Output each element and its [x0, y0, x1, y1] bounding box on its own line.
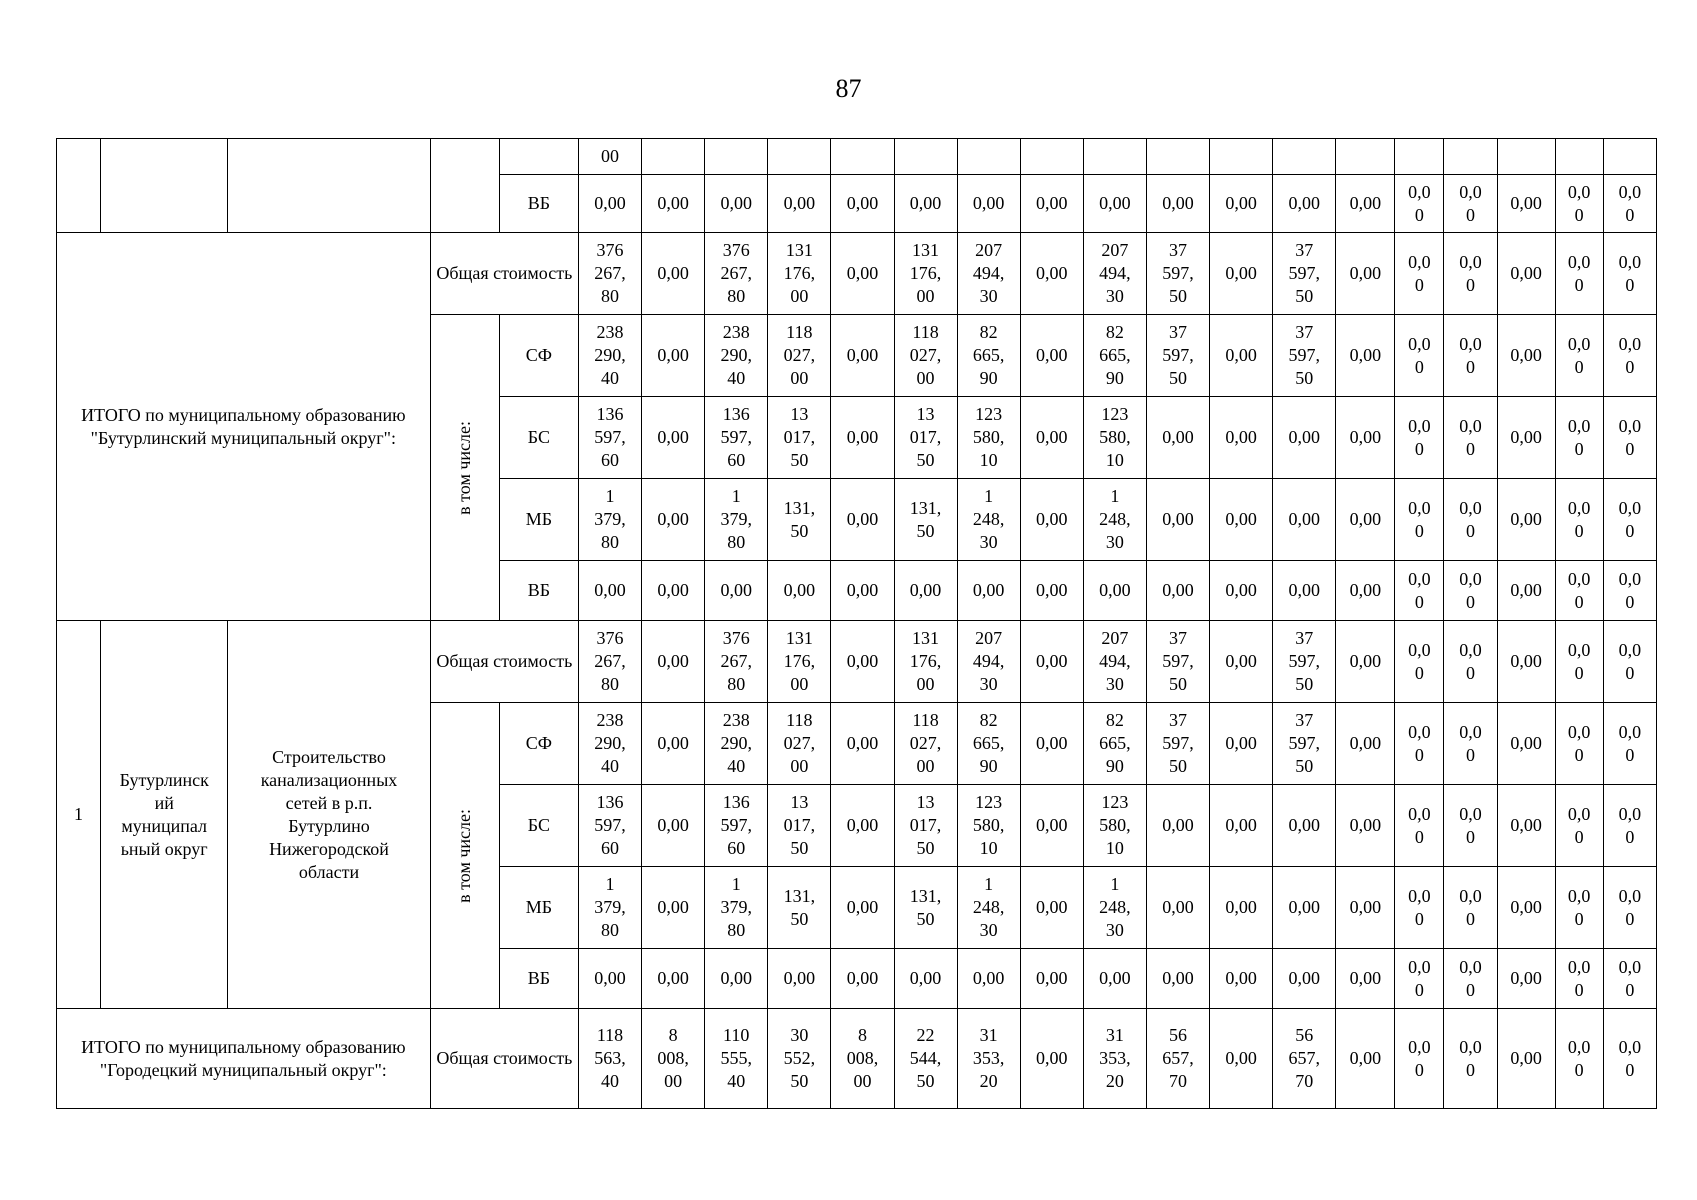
value-cell: 0,00	[1020, 703, 1083, 785]
value-cell: 0,00	[1497, 175, 1555, 233]
value-cell: 0,00	[1497, 479, 1555, 561]
value-cell: 0,00	[957, 175, 1020, 233]
value-cell: 0,00	[1273, 785, 1336, 867]
value-cell: 0,0 0	[1603, 175, 1656, 233]
project-municipality: Бутурлинск ий муниципал ьный округ	[101, 621, 228, 1009]
value-cell: 0,0 0	[1603, 785, 1656, 867]
source-label: СФ	[499, 703, 578, 785]
value-cell: 37 597, 50	[1273, 621, 1336, 703]
value-cell: 0,00	[642, 233, 705, 315]
value-cell: 123 580, 10	[1083, 397, 1146, 479]
value-cell: 0,00	[1497, 621, 1555, 703]
value-cell: 0,0 0	[1395, 479, 1444, 561]
value-cell: 207 494, 30	[1083, 621, 1146, 703]
value-cell: 118 027, 00	[894, 315, 957, 397]
num-cell	[57, 139, 101, 233]
value-cell: 0,0 0	[1395, 1009, 1444, 1109]
value-cell: 0,00	[1497, 561, 1555, 621]
value-cell: 136 597, 60	[578, 785, 641, 867]
value-cell: 0,0 0	[1395, 561, 1444, 621]
value-cell: 131 176, 00	[894, 621, 957, 703]
value-cell: 0,00	[1273, 479, 1336, 561]
value-cell: 376 267, 80	[705, 621, 768, 703]
value-cell: 37 597, 50	[1146, 233, 1209, 315]
incl-label: в том числе:	[430, 315, 499, 621]
value-cell: 0,00	[1083, 949, 1146, 1009]
value-cell: 0,00	[642, 315, 705, 397]
value-cell: 0,0 0	[1395, 397, 1444, 479]
value-cell: 0,00	[642, 175, 705, 233]
value-cell: 0,0 0	[1395, 233, 1444, 315]
value-cell: 0,00	[578, 561, 641, 621]
value-cell: 0,0 0	[1444, 175, 1497, 233]
value-cell: 0,0 0	[1555, 621, 1603, 703]
value-cell: 56 657, 70	[1146, 1009, 1209, 1109]
value-cell: 0,0 0	[1395, 867, 1444, 949]
value-cell: 1 248, 30	[957, 479, 1020, 561]
value-cell: 0,00	[1210, 561, 1273, 621]
value-cell: 118 563, 40	[578, 1009, 641, 1109]
value-cell: 0,00	[831, 703, 894, 785]
value-cell: 0,0 0	[1444, 785, 1497, 867]
value-cell: 118 027, 00	[768, 315, 831, 397]
source-label: ВБ	[499, 561, 578, 621]
value-cell: 0,00	[768, 175, 831, 233]
source-label: МБ	[499, 867, 578, 949]
value-cell: 0,0 0	[1395, 621, 1444, 703]
table-body	[57, 139, 1657, 1109]
value-cell: 0,0 0	[1555, 703, 1603, 785]
value-cell: 0,00	[1083, 561, 1146, 621]
value-cell: 123 580, 10	[957, 785, 1020, 867]
value-cell: 0,00	[1146, 949, 1209, 1009]
value-cell: 207 494, 30	[957, 233, 1020, 315]
value-cell: 1 248, 30	[1083, 479, 1146, 561]
value-cell: 0,00	[1210, 867, 1273, 949]
value-cell: 1 379, 80	[578, 479, 641, 561]
incl-label: в том числе:	[430, 703, 499, 1009]
value-cell: 0,0 0	[1444, 621, 1497, 703]
value-cell: 0,00	[831, 233, 894, 315]
value-cell: 0,0 0	[1603, 703, 1656, 785]
value-cell: 37 597, 50	[1146, 315, 1209, 397]
value-cell: 0,00	[642, 397, 705, 479]
value-cell: 0,00	[1020, 867, 1083, 949]
value-cell: 0,0 0	[1603, 397, 1656, 479]
value-cell: 0,00	[642, 621, 705, 703]
table-row	[57, 1009, 1657, 1109]
value-cell: 1 379, 80	[705, 479, 768, 561]
source-label: ВБ	[499, 949, 578, 1009]
value-cell: 0,0 0	[1555, 175, 1603, 233]
table-row	[57, 621, 1657, 703]
project-name: Строительство канализационных сетей в р.п. Бутурлино Нижегородской области	[228, 621, 430, 1009]
value-cell: 0,0 0	[1603, 1009, 1656, 1109]
value-cell: 0,00	[1210, 621, 1273, 703]
value-cell: 0,00	[1273, 561, 1336, 621]
value-cell: 37 597, 50	[1273, 315, 1336, 397]
value-cell: 0,00	[1210, 397, 1273, 479]
value-cell: 0,00	[1020, 1009, 1083, 1109]
value-cell: 0,0 0	[1395, 949, 1444, 1009]
value-cell: 0,00	[1497, 703, 1555, 785]
value-cell: 131, 50	[894, 867, 957, 949]
value-cell: 0,0 0	[1603, 621, 1656, 703]
value-cell: 238 290, 40	[578, 315, 641, 397]
value-cell: 0,0 0	[1603, 479, 1656, 561]
value-cell: 0,00	[1020, 479, 1083, 561]
value-cell: 0,0 0	[1444, 479, 1497, 561]
value-cell: 136 597, 60	[705, 785, 768, 867]
value-cell: 0,0 0	[1555, 233, 1603, 315]
value-cell: 0,00	[1497, 397, 1555, 479]
value-cell: 131, 50	[768, 867, 831, 949]
value-cell: 0,00	[1336, 315, 1395, 397]
value-cell: 0,00	[831, 561, 894, 621]
value-cell: 0,00	[642, 703, 705, 785]
value-cell: 0,00	[1146, 397, 1209, 479]
value-cell: 131, 50	[768, 479, 831, 561]
value-cell: 131 176, 00	[768, 621, 831, 703]
value-cell: 0,00	[831, 315, 894, 397]
value-cell: 0,00	[1497, 949, 1555, 1009]
value-cell: 0,00	[1336, 561, 1395, 621]
value-cell: 0,00	[1210, 949, 1273, 1009]
value-cell: 82 665, 90	[957, 703, 1020, 785]
total-label: Общая стоимость	[430, 621, 578, 703]
value-cell: 0,00	[1020, 175, 1083, 233]
value-cell: 0,0 0	[1444, 397, 1497, 479]
value-cell: 0,0 0	[1444, 703, 1497, 785]
value-cell: 118 027, 00	[768, 703, 831, 785]
value-cell: 0,0 0	[1555, 397, 1603, 479]
value-cell: 110 555, 40	[705, 1009, 768, 1109]
total-label: Общая стоимость	[430, 1009, 578, 1109]
value-cell: 0,00	[1336, 785, 1395, 867]
value-cell: 376 267, 80	[705, 233, 768, 315]
table-row	[57, 233, 1657, 315]
value-cell: 37 597, 50	[1146, 703, 1209, 785]
value-cell: 0,00	[831, 785, 894, 867]
value-cell: 131 176, 00	[894, 233, 957, 315]
value-cell: 0,00	[957, 561, 1020, 621]
source-label: ВБ	[499, 175, 578, 233]
value-cell: 123 580, 10	[957, 397, 1020, 479]
value-cell: 0,0 0	[1395, 315, 1444, 397]
value-cell: 131 176, 00	[768, 233, 831, 315]
value-cell: 0,0 0	[1603, 867, 1656, 949]
value-cell: 0,0 0	[1444, 949, 1497, 1009]
value-cell: 0,00	[1273, 175, 1336, 233]
value-cell: 207 494, 30	[1083, 233, 1146, 315]
value-cell: 0,0 0	[1395, 785, 1444, 867]
value-cell: 376 267, 80	[578, 233, 641, 315]
value-cell: 0,00	[894, 949, 957, 1009]
value-cell: 0,0 0	[1444, 867, 1497, 949]
value-cell: 0,00	[894, 175, 957, 233]
source-label: МБ	[499, 479, 578, 561]
value-cell: 0,0 0	[1444, 233, 1497, 315]
value-cell: 0,00	[1210, 1009, 1273, 1109]
value-cell: 37 597, 50	[1146, 621, 1209, 703]
value-cell: 0,00	[1497, 867, 1555, 949]
value-cell: 30 552, 50	[768, 1009, 831, 1109]
value-cell: 136 597, 60	[705, 397, 768, 479]
value-cell: 0,00	[1020, 397, 1083, 479]
value-cell: 82 665, 90	[1083, 703, 1146, 785]
source-label: СФ	[499, 315, 578, 397]
value-cell: 0,0 0	[1555, 785, 1603, 867]
value-cell: 13 017, 50	[894, 397, 957, 479]
value-cell: 0,00	[1336, 949, 1395, 1009]
budget-table	[56, 138, 1657, 1109]
value-cell: 82 665, 90	[1083, 315, 1146, 397]
value-cell: 0,00	[1336, 621, 1395, 703]
value-cell: 0,00	[1336, 397, 1395, 479]
project-number: 1	[57, 621, 101, 1009]
value-cell: 0,00	[1020, 561, 1083, 621]
value-cell: 0,00	[768, 561, 831, 621]
value-cell: 131, 50	[894, 479, 957, 561]
value-cell: 0,00	[1273, 867, 1336, 949]
total-title-gorodets: ИТОГО по муниципальному образованию "Городецкий муниципальный округ":	[57, 1009, 431, 1109]
value-cell: 0,00	[578, 175, 641, 233]
source-label: БС	[499, 397, 578, 479]
value-cell: 207 494, 30	[957, 621, 1020, 703]
value-cell: 0,0 0	[1395, 175, 1444, 233]
value-cell: 0,00	[1497, 785, 1555, 867]
value-cell: 0,0 0	[1444, 315, 1497, 397]
value-cell: 0,0 0	[1603, 315, 1656, 397]
value-cell: 0,00	[831, 397, 894, 479]
value-cell: 1 379, 80	[578, 867, 641, 949]
value-cell: 13 017, 50	[768, 397, 831, 479]
value-cell: 13 017, 50	[894, 785, 957, 867]
value-cell: 0,0 0	[1555, 561, 1603, 621]
value-cell: 238 290, 40	[705, 315, 768, 397]
value-cell: 0,00	[1336, 703, 1395, 785]
value-cell: 0,00	[768, 949, 831, 1009]
value-cell: 0,00	[831, 949, 894, 1009]
value-cell: 0,0 0	[1555, 867, 1603, 949]
value-cell: 0,0 0	[1555, 1009, 1603, 1109]
value-cell: 0,0 0	[1555, 315, 1603, 397]
value-cell: 0,00	[1146, 561, 1209, 621]
value-cell: 0,00	[705, 561, 768, 621]
value-cell: 0,00	[1146, 479, 1209, 561]
value-cell: 238 290, 40	[705, 703, 768, 785]
value-cell: 0,0 0	[1555, 479, 1603, 561]
value-cell: 0,0 0	[1444, 1009, 1497, 1109]
value-cell: 0,00	[1020, 949, 1083, 1009]
value-cell: 0,00	[1210, 703, 1273, 785]
value-cell: 0,00	[1020, 233, 1083, 315]
value-cell: 0,00	[705, 949, 768, 1009]
value-cell: 0,0 0	[1603, 233, 1656, 315]
value-cell: 56 657, 70	[1273, 1009, 1336, 1109]
value-cell: 0,00	[1336, 1009, 1395, 1109]
value-cell: 0,0 0	[1603, 949, 1656, 1009]
value-cell: 0,00	[1336, 233, 1395, 315]
value-cell: 0,00	[1273, 949, 1336, 1009]
page-number: 87	[835, 74, 862, 103]
value-cell: 0,00	[1273, 397, 1336, 479]
value-cell: 0,00	[1020, 785, 1083, 867]
value-cell: 0,00	[642, 479, 705, 561]
value-cell: 31 353, 20	[957, 1009, 1020, 1109]
value-cell: 0,00	[642, 785, 705, 867]
value-cell: 0,0 0	[1603, 561, 1656, 621]
value-cell: 0,00	[642, 561, 705, 621]
value-cell: 1 248, 30	[957, 867, 1020, 949]
value-cell: 31 353, 20	[1083, 1009, 1146, 1109]
total-label: Общая стоимость	[430, 233, 578, 315]
value-cell: 0,00	[831, 479, 894, 561]
value-cell: 37 597, 50	[1273, 233, 1336, 315]
value-cell: 376 267, 80	[578, 621, 641, 703]
value-cell: 82 665, 90	[957, 315, 1020, 397]
value-cell: 136 597, 60	[578, 397, 641, 479]
value-cell: 123 580, 10	[1083, 785, 1146, 867]
type-cell	[430, 139, 499, 233]
value-cell: 0,00	[894, 561, 957, 621]
value-cell: 0,00	[831, 175, 894, 233]
value-cell: 22 544, 50	[894, 1009, 957, 1109]
value-cell: 0,00	[1146, 175, 1209, 233]
value-cell: 0,0 0	[1395, 703, 1444, 785]
value-cell: 0,00	[1210, 479, 1273, 561]
value-cell: 0,0 0	[1555, 949, 1603, 1009]
value-cell: 0,00	[1210, 175, 1273, 233]
value-cell: 0,00	[1020, 621, 1083, 703]
value-cell: 0,00	[1146, 867, 1209, 949]
source-label: БС	[499, 785, 578, 867]
value-cell: 0,00	[831, 621, 894, 703]
municipality-cell	[101, 139, 228, 233]
value-cell: 0,00	[1020, 315, 1083, 397]
value-cell: 238 290, 40	[578, 703, 641, 785]
value-cell: 0,00	[1497, 233, 1555, 315]
value-cell: 8 008, 00	[642, 1009, 705, 1109]
value-cell: 0,00	[1497, 1009, 1555, 1109]
value-cell: 0,00	[1336, 175, 1395, 233]
value-cell: 118 027, 00	[894, 703, 957, 785]
value-cell: 0,00	[1210, 315, 1273, 397]
value-cell: 13 017, 50	[768, 785, 831, 867]
value-cell: 0,0 0	[1444, 561, 1497, 621]
value-cell: 37 597, 50	[1273, 703, 1336, 785]
value-cell: 0,00	[1336, 479, 1395, 561]
table-row	[57, 139, 1657, 175]
value-cell: 8 008, 00	[831, 1009, 894, 1109]
value-cell: 00	[578, 139, 641, 175]
value-cell: 0,00	[1336, 867, 1395, 949]
value-cell: 0,00	[1210, 785, 1273, 867]
project-cell	[228, 139, 430, 233]
value-cell: 0,00	[578, 949, 641, 1009]
value-cell: 0,00	[1083, 175, 1146, 233]
total-title-buturlino: ИТОГО по муниципальному образованию "Бутурлинский муниципальный округ":	[57, 233, 431, 621]
value-cell: 0,00	[1497, 315, 1555, 397]
value-cell: 0,00	[1210, 233, 1273, 315]
value-cell: 1 379, 80	[705, 867, 768, 949]
value-cell: 0,00	[1146, 785, 1209, 867]
value-cell: 0,00	[957, 949, 1020, 1009]
source-cell	[499, 139, 578, 175]
value-cell: 0,00	[642, 867, 705, 949]
value-cell: 0,00	[642, 949, 705, 1009]
value-cell: 0,00	[831, 867, 894, 949]
value-cell: 0,00	[705, 175, 768, 233]
value-cell: 1 248, 30	[1083, 867, 1146, 949]
